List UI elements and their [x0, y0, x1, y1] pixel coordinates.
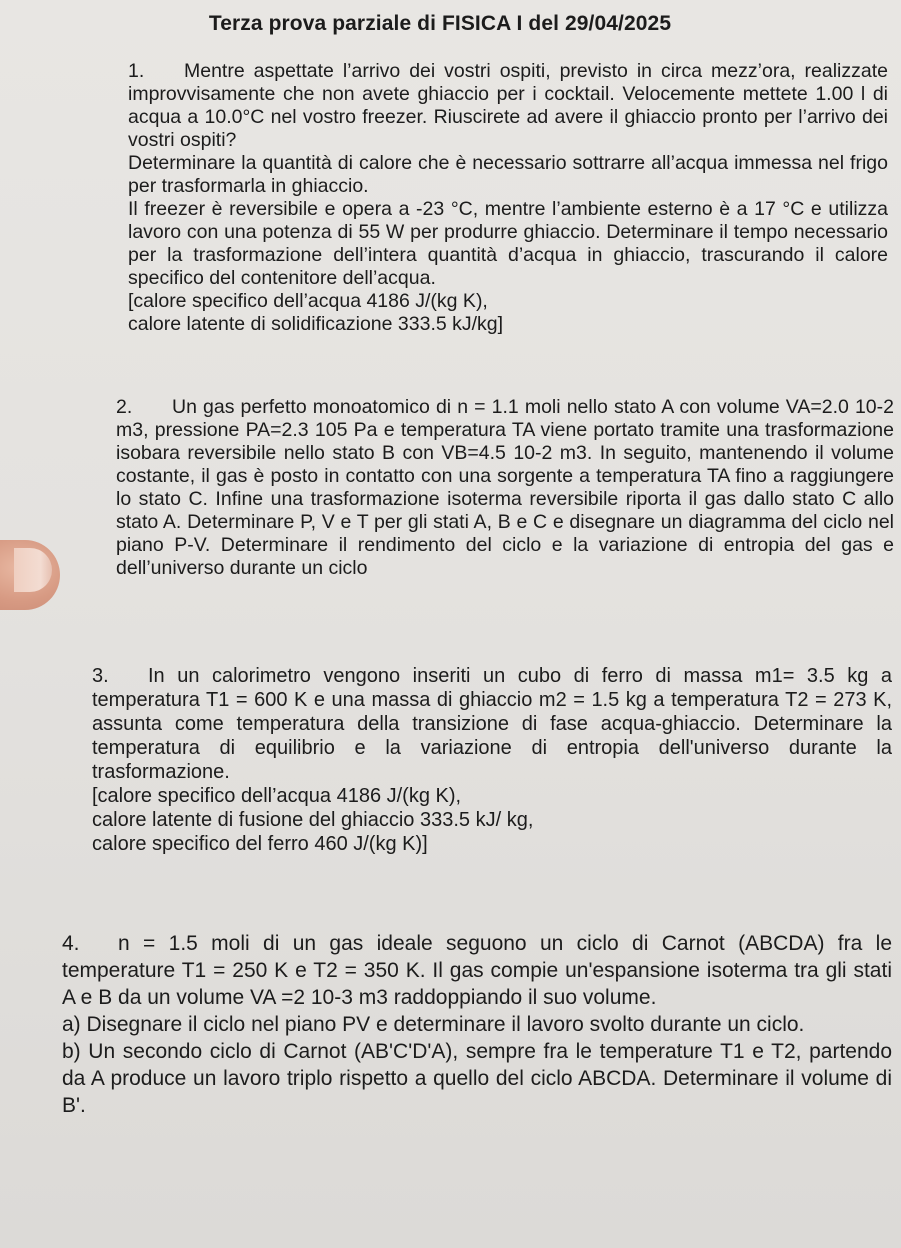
problem-4: [62, 930, 892, 1119]
problem-3-paragraph-1: 3. In un calorimetro vengono inseriti un cubo di ferro di massa m1= 3.5 kg a temperatura T1 = 600 K e una massa di ghiaccio m2 = 1.5 kg a temperatura T2 = 273 K, assunta come temperatura della transizione di fase acqua-ghiaccio. Determinare la temperatura di equilibrio e la variazione di entropia dell'universo durante la trasformazione.: [92, 665, 892, 783]
problem-3-data-line-3: calore specifico del ferro 460 J/(kg K)]: [92, 833, 428, 855]
problem-3: [92, 664, 892, 856]
exam-title: Terza prova parziale di FISICA I del 29/04/2025: [208, 12, 672, 35]
problem-1-paragraph-1: 1. Mentre aspettate l’arrivo dei vostri ospiti, previsto in circa mezz’ora, realizzate improvvisamente che non avete ghiaccio per i cocktail. Velocemente mettete 1.00 l di acqua a 10.0°C nel vostro freezer. Riuscirete ad avere il ghiaccio pronto per l’arrivo dei vostri ospiti?: [128, 60, 888, 151]
problem-3-number: 3.: [92, 665, 109, 687]
problem-1-paragraph-2: Determinare la quantità di calore che è necessario sottrarre all’acqua immessa nel frigo per trasformarla in ghiaccio.: [128, 152, 888, 197]
problem-1-data-line-2: calore latente di solidificazione 333.5 kJ/kg]: [128, 313, 504, 335]
problem-4-part-b: b) Un secondo ciclo di Carnot (AB'C'D'A), sempre fra le temperature T1 e T2, partendo da A produce un lavoro triplo rispetto a quello del ciclo ABCDA. Determinare il volume di B'.: [62, 1040, 892, 1117]
problem-1-number: 1.: [128, 60, 145, 82]
problem-1: [128, 60, 888, 336]
problem-3-data-line-1: [calore specifico dell’acqua 4186 J/(kg K),: [92, 785, 462, 807]
problem-1-paragraph-3: Il freezer è reversibile e opera a -23 °C, mentre l’ambiente esterno è a 17 °C e utilizza lavoro con una potenza di 55 W per produrre ghiaccio. Determinare il tempo necessario per la trasformazione dell’intera quantità d’acqua in ghiaccio, trascurando il calore specifico del contenitore dell’acqua.: [128, 198, 888, 289]
problem-4-paragraph-1: 4. n = 1.5 moli di un gas ideale seguono un ciclo di Carnot (ABCDA) fra le temperature T1 = 250 K e T2 = 350 K. Il gas compie un'espansione isoterma tra gli stati A e B da un volume VA =2 10-3 m3 raddoppiando il suo volume.: [62, 932, 892, 1009]
problem-2-paragraph-1: 2. Un gas perfetto monoatomico di n = 1.1 moli nello stato A con volume VA=2.0 10-2 m3, pressione PA=2.3 105 Pa e temperatura TA viene portato tramite una trasformazione isobara reversibile nello stato B con VB=4.5 10-2 m3. In seguito, mantenendo il volume costante, il gas è posto in contatto con una sorgente a temperatura TA fino a raggiungere lo stato C. Infine una trasformazione isoterma reversibile riporta il gas dallo stato C allo stato A. Determinare P, V e T per gli stati A, B e C e disegnare un diagramma del ciclo nel piano P-V. Determinare il rendimento del ciclo e la variazione di entropia del gas e dell’universo durante un ciclo: [116, 396, 894, 579]
problem-1-data-line-1: [calore specifico dell’acqua 4186 J/(kg K),: [128, 290, 488, 312]
problem-2: [116, 396, 894, 580]
problem-3-data-line-2: calore latente di fusione del ghiaccio 333.5 kJ/ kg,: [92, 809, 534, 831]
problem-4-part-a: a) Disegnare il ciclo nel piano PV e determinare il lavoro svolto durante un ciclo.: [62, 1013, 805, 1036]
problem-2-number: 2.: [116, 396, 133, 418]
problem-4-number: 4.: [62, 932, 80, 955]
